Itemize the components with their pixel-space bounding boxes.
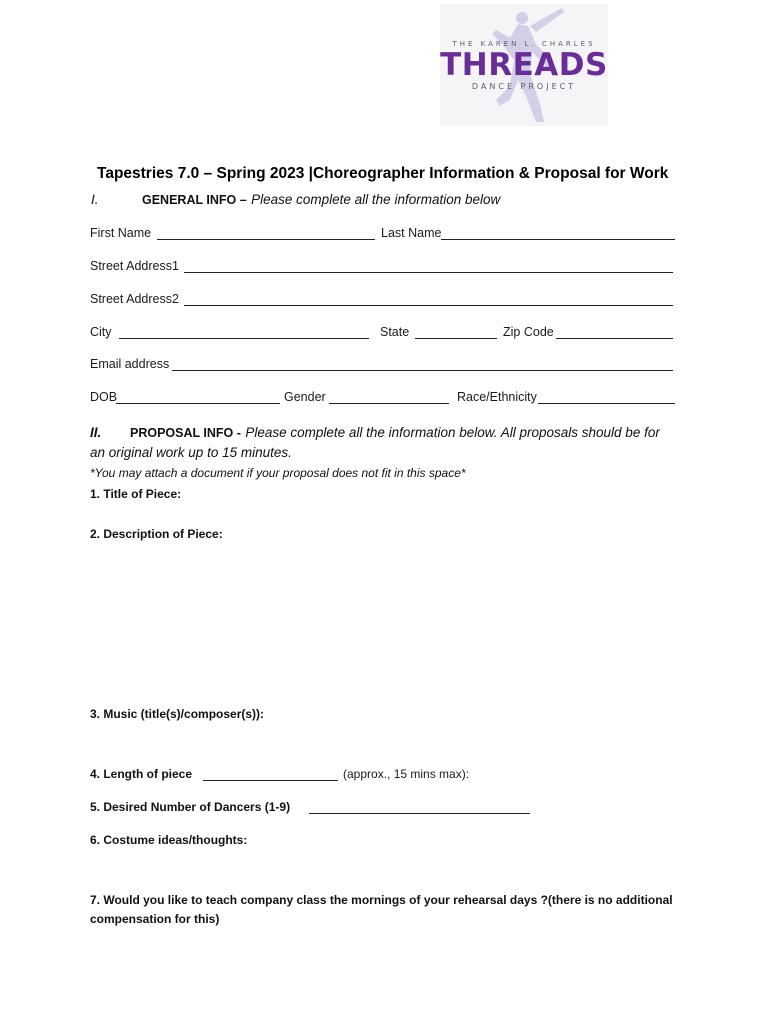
zip-label: Zip Code — [503, 325, 554, 339]
question-title-of-piece: 1. Title of Piece: — [90, 487, 182, 501]
state-field[interactable] — [415, 338, 497, 339]
section2-number: II. — [90, 425, 102, 440]
city-field[interactable] — [119, 338, 369, 339]
section2-note-line2: an original work up to 15 minutes. — [90, 445, 292, 460]
email-field[interactable] — [172, 370, 673, 371]
dob-field[interactable] — [116, 403, 280, 404]
section1-number: I. — [91, 192, 99, 207]
race-label: Race/Ethnicity — [457, 390, 537, 404]
zip-field[interactable] — [556, 338, 673, 339]
section1-heading: GENERAL INFO – — [142, 193, 247, 207]
question-teach-line1: 7. Would you like to teach company class the mornings of your rehearsal days ?(there is no additional — [90, 893, 673, 907]
race-field[interactable] — [538, 403, 675, 404]
logo-bottom-text: DANCE PROJECT — [471, 82, 577, 91]
number-of-dancers-field[interactable] — [309, 813, 530, 814]
street2-label: Street Address2 — [90, 292, 179, 306]
question-dancers-label: 5. Desired Number of Dancers (1-9) — [90, 800, 291, 814]
first-name-field[interactable] — [157, 239, 375, 240]
attach-note: *You may attach a document if your proposal does not fit in this space* — [90, 466, 466, 480]
question-costume: 6. Costume ideas/thoughts: — [90, 833, 248, 847]
question-music: 3. Music (title(s)/composer(s)): — [90, 707, 265, 721]
street2-field[interactable] — [184, 305, 673, 306]
dob-label: DOB — [90, 390, 118, 404]
city-label: City — [90, 325, 112, 339]
logo-main-text: THREADS — [440, 47, 608, 83]
question-length-label: 4. Length of piece — [90, 767, 193, 781]
state-label: State — [380, 325, 410, 339]
question-description: 2. Description of Piece: — [90, 527, 223, 541]
street1-field[interactable] — [184, 272, 673, 273]
document-title: Tapestries 7.0 – Spring 2023 |Choreographer Information & Proposal for Work — [97, 165, 669, 182]
question-length-suffix: (approx., 15 mins max): — [343, 767, 470, 781]
section2-header — [130, 424, 660, 442]
last-name-field[interactable] — [441, 239, 675, 240]
section2-heading: PROPOSAL INFO - — [130, 426, 241, 440]
gender-label: Gender — [284, 390, 326, 404]
email-label: Email address — [90, 357, 170, 371]
last-name-label: Last Name — [381, 226, 442, 240]
section1-note: Please complete all the information below — [251, 192, 501, 207]
length-of-piece-field[interactable] — [203, 780, 338, 781]
section1-header — [142, 191, 500, 209]
gender-field[interactable] — [329, 403, 449, 404]
section2-note-line1: Please complete all the information below. All proposals should be for — [245, 425, 660, 440]
street1-label: Street Address1 — [90, 259, 179, 273]
logo-top-text: THE KAREN L. CHARLES — [452, 40, 596, 48]
threads-logo — [440, 4, 608, 126]
question-teach-line2: compensation for this) — [90, 912, 220, 926]
first-name-label: First Name — [90, 226, 152, 240]
